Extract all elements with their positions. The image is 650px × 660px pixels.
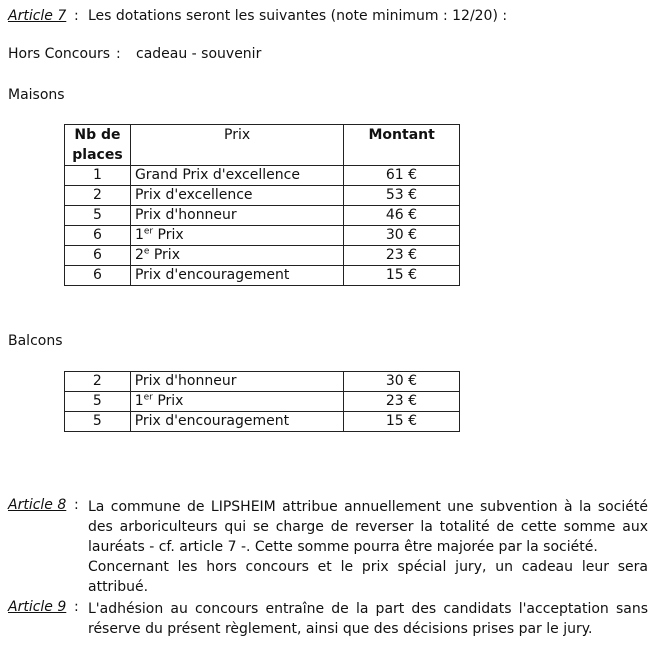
table-row (65, 206, 460, 226)
balcons-table (64, 371, 460, 432)
places-cell: 6 (65, 246, 131, 266)
header-nb-line2: places (72, 147, 123, 163)
article-8-body (88, 497, 648, 597)
prix-sup: er (143, 392, 153, 403)
prix-text: Prix d'honneur (134, 373, 237, 389)
prix-cell (130, 226, 343, 246)
prix-text: 2 (134, 247, 144, 263)
prix-text: Grand Prix d'excellence (134, 167, 300, 183)
places-cell: 2 (65, 186, 131, 206)
places-cell: 6 (65, 226, 131, 246)
article-8-colon: : (74, 497, 79, 513)
article-9-label: Article 9 (8, 599, 67, 615)
prix-cell (130, 246, 343, 266)
table-row (65, 226, 460, 246)
article-9-text: L'adhésion au concours entraîne de la part des candidats l'acceptation sans réserve du présent règlement, ainsi que des décisions prises par le jury. (88, 601, 648, 637)
prix-text: 1 (134, 393, 144, 409)
places-cell: 1 (65, 166, 131, 186)
prix-rest: Prix (152, 393, 184, 409)
table-row (65, 246, 460, 266)
montant-cell: 53 € (344, 186, 460, 206)
maisons-title: Maisons (8, 87, 65, 103)
maisons-table (64, 124, 460, 286)
prix-cell (130, 266, 343, 286)
table-row (65, 186, 460, 206)
header-nb-line1: Nb de (74, 127, 121, 143)
table-row (65, 372, 460, 392)
prix-sup: e (143, 246, 150, 257)
montant-cell: 15 € (344, 412, 460, 432)
article-7-label: Article 7 (8, 8, 67, 24)
prix-cell (130, 392, 344, 412)
prix-text: Prix d'encouragement (134, 267, 290, 283)
hors-concours-colon: : (116, 46, 121, 62)
prix-cell (130, 186, 343, 206)
prix-sup: er (143, 226, 154, 237)
prix-cell (130, 412, 344, 432)
places-cell: 2 (65, 372, 131, 392)
montant-cell: 61 € (344, 166, 460, 186)
montant-cell: 15 € (344, 266, 460, 286)
prix-text: 1 (134, 227, 144, 243)
places-cell: 5 (65, 392, 131, 412)
hors-concours-value: cadeau - souvenir (136, 46, 262, 62)
montant-cell: 23 € (344, 246, 460, 266)
balcons-title: Balcons (8, 333, 63, 349)
article-8-text-2: Concernant les hors concours et le prix spécial jury, un cadeau leur sera attribué. (88, 559, 648, 595)
table-row (65, 166, 460, 186)
header-prix: Prix (130, 125, 343, 166)
prix-text: Prix d'excellence (134, 187, 253, 203)
hors-concours-label: Hors Concours (8, 46, 110, 62)
montant-cell: 23 € (344, 392, 460, 412)
prix-text: Prix d'encouragement (134, 413, 290, 429)
article-9-body (88, 599, 648, 639)
prix-cell (130, 206, 343, 226)
article-8-text: La commune de LIPSHEIM attribue annuellement une subvention à la société des arboriculteurs qui se charge de reverser la totalité de cette somme aux lauréats - cf. article 7 -. Cette somme pourra être majorée par la société. (88, 499, 648, 555)
table-row (65, 412, 460, 432)
montant-cell: 30 € (344, 226, 460, 246)
montant-cell: 30 € (344, 372, 460, 392)
prix-cell (130, 372, 344, 392)
article-8-label: Article 8 (8, 497, 67, 513)
prix-rest: Prix (153, 227, 184, 243)
places-cell: 5 (65, 206, 131, 226)
article-9-colon: : (74, 599, 79, 615)
table-row (65, 266, 460, 286)
prix-rest: Prix (149, 247, 180, 263)
table-row (65, 392, 460, 412)
header-nb-places (65, 125, 131, 166)
maisons-header-row (65, 125, 460, 166)
prix-cell (130, 166, 343, 186)
places-cell: 6 (65, 266, 131, 286)
montant-cell: 46 € (344, 206, 460, 226)
article-7-text: Les dotations seront les suivantes (note minimum : 12/20) : (88, 8, 508, 24)
places-cell: 5 (65, 412, 131, 432)
article-7-colon: : (74, 8, 79, 24)
prix-text: Prix d'honneur (134, 207, 237, 223)
header-montant: Montant (344, 125, 460, 166)
